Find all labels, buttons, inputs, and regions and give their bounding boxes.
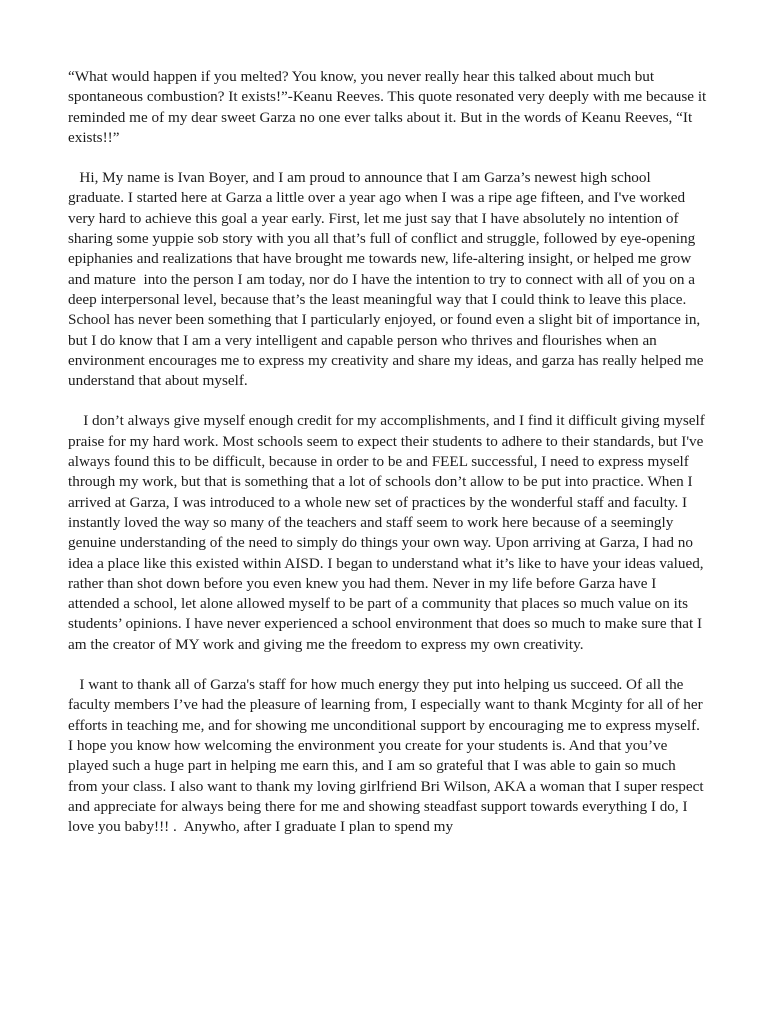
paragraph-keanu-quote: “What would happen if you melted? You know, you never really hear this talked about much but spontaneous combustion? It exists!”-Keanu Reeves. This quote resonated very deeply with me because it reminded me of my dear sweet Garza no one ever talks about it. But in the words of Keanu Reeves, “It exists!!” xyxy=(68,68,711,146)
paragraph-introduction: Hi, My name is Ivan Boyer, and I am proud to announce that I am Garza’s newest high school graduate. I started here at Garza a little over a year ago when I was a ripe age fifteen, and I've worked very hard to achieve this goal a year early. First, let me just say that I have absolutely no intention of sharing some yuppie sob story with you all that’s full of conflict and struggle, followed by eye-opening epiphanies and realizations that have brought me towards new, life-altering insight, or helped me grow and mature into the person I am today, nor do I have the intention to try to connect with all of you on a deep interpersonal level, because that’s the least meaningful way that I could think to leave this place. School has never been something that I particularly enjoyed, or found even a slight bit of importance in, but I do know that I am a very intelligent and capable person who thrives and flourishes when an environment encourages me to express my creativity and share my ideas, and garza has really helped me understand that about myself. xyxy=(68,169,708,390)
document-body xyxy=(68,67,711,837)
paragraph-thanks: I want to thank all of Garza's staff for how much energy they put into helping us succeed. Of all the faculty members I’ve had the pleasure of learning from, I especially want to thank Mcginty for all of her efforts in teaching me, and for showing me unconditional support by encouraging me to express myself. I hope you know how welcoming the environment you create for your students is. And that you’ve played such a huge part in helping me earn this, and I am so grateful that I was able to gain so much from your class. I also want to thank my loving girlfriend Bri Wilson, AKA a woman that I super respect and appreciate for always being there for me and showing steadfast support towards everything I do, I love you baby!!! . Anywho, after I graduate I plan to spend my xyxy=(68,676,708,836)
paragraph-accomplishments: I don’t always give myself enough credit for my accomplishments, and I find it difficult giving myself praise for my hard work. Most schools seem to expect their students to adhere to their standards, but I've always found this to be difficult, because in order to be and FEEL successful, I need to express myself through my work, but that is something that a lot of schools don’t allow to be put into practice. When I arrived at Garza, I was introduced to a whole new set of practices by the wonderful staff and faculty. I instantly loved the way so many of the teachers and staff seem to work here because of a seemingly genuine understanding of the need to simply do things your own way. Upon arriving at Garza, I had no idea a place like this existed within AISD. I began to understand what it’s like to have your ideas valued, rather than shot down before you even knew you had them. Never in my life before Garza have I attended a school, let alone allowed myself to be part of a community that places so much value on its students’ opinions. I have never experienced a school environment that does so much to make sure that I am the creator of MY work and giving me the freedom to express my own creativity. xyxy=(68,412,709,653)
